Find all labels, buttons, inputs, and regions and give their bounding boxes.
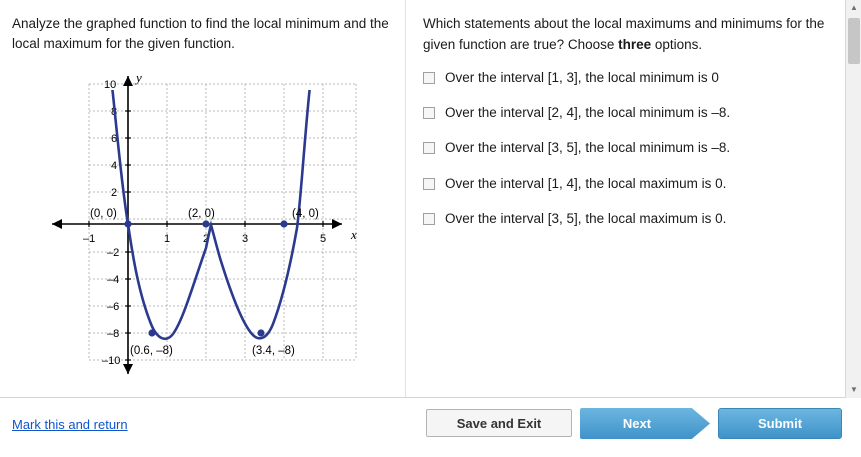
svg-text:–1: –1	[83, 233, 96, 245]
svg-text:–10: –10	[102, 355, 121, 367]
option-label-2[interactable]: Over the interval [2, 4], the local minimum is –8.	[445, 105, 731, 121]
svg-text:5: 5	[320, 233, 327, 245]
svg-text:(3.4, –8): (3.4, –8)	[252, 345, 295, 357]
svg-text:2: 2	[203, 233, 210, 245]
scroll-up-arrow-icon[interactable]: ▲	[846, 0, 861, 16]
option-label-4[interactable]: Over the interval [1, 4], the local maximum is 0.	[445, 175, 727, 191]
scroll-thumb[interactable]	[848, 18, 860, 64]
analysis-prompt: Analyze the graphed function to find the local minimum and the local maximum for the given function.	[12, 16, 389, 51]
option-row-1[interactable]	[423, 69, 831, 87]
right-pane	[407, 0, 845, 397]
svg-text:3: 3	[242, 233, 249, 245]
function-graph	[12, 62, 392, 382]
question-text-emphasis: three	[618, 36, 652, 52]
svg-text:2: 2	[111, 187, 118, 199]
option-checkbox-5[interactable]	[423, 213, 435, 225]
svg-text:10: 10	[104, 79, 117, 91]
svg-text:1: 1	[164, 233, 171, 245]
option-row-3[interactable]	[423, 139, 831, 157]
svg-text:8: 8	[111, 106, 118, 118]
vertical-scrollbar[interactable]	[845, 0, 861, 398]
option-row-5[interactable]	[423, 210, 831, 228]
next-button-label: Next	[622, 416, 652, 431]
question-text-part2: options.	[651, 36, 703, 52]
left-pane	[0, 0, 406, 397]
svg-text:–6: –6	[107, 301, 120, 313]
option-label-5[interactable]: Over the interval [3, 5], the local maximum is 0.	[445, 210, 727, 226]
scroll-down-arrow-icon[interactable]: ▼	[846, 382, 861, 398]
save-and-exit-button[interactable]: Save and Exit	[426, 409, 572, 437]
question-text	[423, 14, 831, 55]
option-label-1[interactable]: Over the interval [1, 3], the local minimum is 0	[445, 70, 719, 86]
question-text-part1: Which statements about the local maximums and minimums for the given function are true? Choose	[423, 16, 825, 52]
svg-text:–4: –4	[107, 274, 120, 286]
option-row-2[interactable]	[423, 104, 831, 122]
graph-svg	[12, 62, 392, 382]
option-checkbox-3[interactable]	[423, 142, 435, 154]
option-checkbox-2[interactable]	[423, 107, 435, 119]
option-checkbox-1[interactable]	[423, 72, 435, 84]
svg-text:x: x	[351, 227, 357, 242]
mark-this-and-return-link[interactable]: Mark this and return	[12, 417, 128, 432]
footer-bar	[0, 399, 861, 457]
svg-text:6: 6	[111, 133, 118, 145]
svg-text:4: 4	[111, 160, 118, 172]
svg-text:–8: –8	[107, 328, 120, 340]
svg-text:(4, 0): (4, 0)	[292, 208, 319, 220]
svg-text:(0.6, –8): (0.6, –8)	[130, 345, 173, 357]
option-label-3[interactable]: Over the interval [3, 5], the local minimum is –8.	[445, 140, 731, 156]
submit-button[interactable]: Submit	[718, 408, 842, 439]
option-row-4[interactable]	[423, 175, 831, 193]
option-checkbox-4[interactable]	[423, 178, 435, 190]
svg-text:(0, 0): (0, 0)	[90, 208, 117, 220]
next-button[interactable]	[580, 408, 710, 439]
svg-text:(2, 0): (2, 0)	[188, 208, 215, 220]
svg-text:y: y	[136, 70, 142, 85]
svg-text:–2: –2	[107, 247, 120, 259]
